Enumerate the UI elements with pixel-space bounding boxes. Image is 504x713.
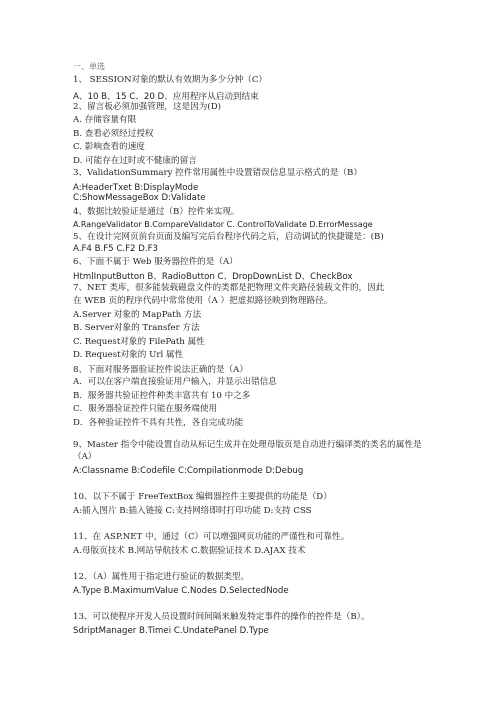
question-3-options-cd: C:ShowMessageBox D:Validate bbox=[73, 193, 206, 203]
question-7-line-2: 在 WEB 页的程序代码中常常使用（A ）把虚拟路径映到物理路径。 bbox=[73, 296, 333, 306]
question-1-options: A、10 B、15 C、20 D、应用程序从启动到结束 bbox=[73, 92, 259, 102]
question-10: 10、以下不属于 FreeTextBox 编辑器控件主要提供的功能是（D） bbox=[73, 492, 332, 502]
question-12-options: A.Type B.MaximumValue C.Nodes D.SelectedNode bbox=[73, 586, 289, 596]
question-7-option-d: D. Request对象的 Url 属性 bbox=[73, 350, 184, 360]
question-3: 3、ValidationSummary 控件常用属性中设置错误信息显示格式的是（B） bbox=[73, 168, 362, 178]
question-8: 8、下面对服务器验证控件说法正确的是（A） bbox=[73, 365, 248, 375]
question-8-option-c: C．服务器验证控件只能在服务端使用 bbox=[73, 404, 218, 414]
question-6-options: HtmlInputButton B、RadioButton C、DropDownList D、CheckBox bbox=[73, 272, 353, 282]
question-6: 6、下面不属于 Web 服务器控件的是（A） bbox=[73, 257, 238, 267]
question-5: 5、在设计完网页前台页面及编写完后台程序代码之后，启动调试的快捷键是：(B) bbox=[73, 232, 384, 242]
question-10-options: A:插入图片 B:插入链接 C:支持网络即时打印功能 D:支持 CSS bbox=[73, 506, 312, 516]
section-title: 一、单选 bbox=[73, 62, 105, 71]
question-9-options: A:Classname B:Codefile C:Compilationmode D:Debug bbox=[73, 466, 304, 476]
question-7-line-1: 7、NET 类库，很多能装载磁盘文件的类都是把物理文件夹路径装载文件的，因此 bbox=[73, 283, 385, 293]
question-8-option-a: A．可以在客户端直接验证用户输入，并显示出错信息 bbox=[73, 377, 277, 387]
question-8-option-d: D．各种验证控件不具有共性，各自完成功能 bbox=[73, 418, 244, 428]
question-9-line-2: （A） bbox=[73, 452, 97, 462]
question-3-options-ab: A:HeaderTxet B:DisplayMode bbox=[73, 183, 199, 193]
question-5-options: A.F4 B.F5 C.F2 D.F3 bbox=[73, 244, 159, 254]
question-2: 2、留言板必须加强管理，这是因为(D) bbox=[73, 102, 221, 112]
question-7-option-c: C. Request对象的 FilePath 属性 bbox=[73, 337, 205, 347]
question-2-option-a: A. 存储容量有限 bbox=[73, 115, 137, 125]
question-2-option-b: B. 查看必须经过授权 bbox=[73, 129, 154, 139]
question-8-option-b: B．服务器共验证控件种类丰富共有 10 中之多 bbox=[73, 391, 251, 401]
question-12: 12、（A）属性用于指定进行验证的数据类型。 bbox=[73, 572, 250, 582]
question-9-line-1: 9、Master 指令中能设置自动从标记生成并在处理母版页是自动进行编译类的类名的属性是 bbox=[73, 440, 422, 450]
question-11-options: A.母版页技术 B.网站导航技术 C.数据验证技术 D.AJAX 技术 bbox=[73, 546, 306, 556]
question-4: 4、数据比较验证是通过（B）控件来实现。 bbox=[73, 207, 240, 217]
question-13: 13、可以使程序开发人员设置时间间隔来触发特定事件的操作的控件是（B）。 bbox=[73, 612, 370, 622]
question-13-options: SdriptManager B.Timei C.UndatePanel D.Type bbox=[73, 626, 269, 636]
question-2-option-c: C. 影响查看的速度 bbox=[73, 142, 145, 152]
question-2-option-d: D. 可能存在过时或不健康的留言 bbox=[73, 156, 197, 166]
question-7-option-a: A.Server 对象的 MapPath 方法 bbox=[73, 310, 202, 320]
question-1: 1、 SESSION对象的默认有效期为多少分钟（C） bbox=[73, 75, 268, 85]
question-11: 11、在 ASP.NET 中，通过（C）可以增强网页功能的严谨性和可靠性。 bbox=[73, 532, 350, 542]
question-4-options: A.RangeValidator B.CompareValidator C. ControlToValidate D.ErrorMessage bbox=[73, 220, 373, 229]
question-7-option-b: B. Server对象的 Transfer 方法 bbox=[73, 323, 200, 333]
